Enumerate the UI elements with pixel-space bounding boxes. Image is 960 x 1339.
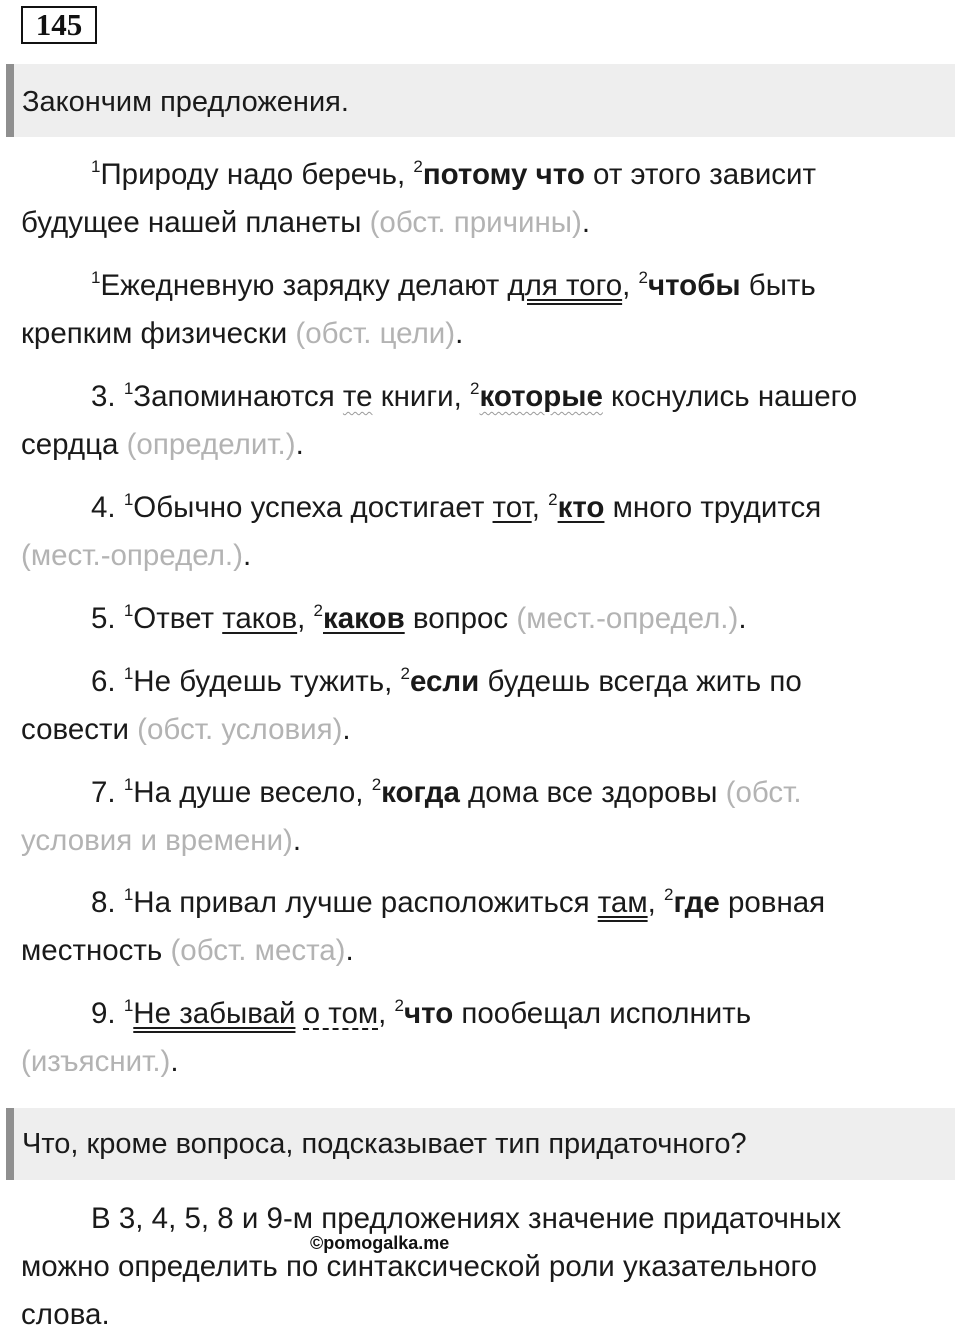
sentence-text: много трудится bbox=[604, 491, 822, 524]
conjunction: что bbox=[404, 997, 454, 1030]
answer-line: можно определить по синтаксической роли указательного bbox=[21, 1250, 818, 1283]
sentence-text: , bbox=[622, 269, 639, 302]
period: . bbox=[242, 539, 252, 572]
pointing-word: там bbox=[597, 886, 648, 919]
pointing-word: те bbox=[342, 380, 373, 413]
sentence-text: ровная bbox=[719, 886, 826, 919]
clause-marker: 2 bbox=[638, 268, 648, 287]
sentence-2 bbox=[21, 262, 946, 358]
sentence-text: совести bbox=[21, 713, 138, 746]
task-number: 145 bbox=[21, 6, 97, 44]
conjunction: если bbox=[409, 665, 480, 698]
clause-marker: 2 bbox=[664, 885, 674, 904]
period: . bbox=[295, 428, 304, 461]
sentence-7 bbox=[21, 769, 946, 865]
sentence-number: 7. bbox=[91, 776, 124, 809]
clause-type-note: (обст. условия) bbox=[137, 713, 343, 746]
period: . bbox=[455, 317, 464, 350]
sentence-1 bbox=[21, 151, 946, 247]
sentence-text: от этого зависит bbox=[584, 158, 817, 191]
clause-marker: 1 bbox=[123, 664, 134, 683]
sentence-text: Природу надо беречь, bbox=[100, 158, 414, 191]
sentence-text: вопрос bbox=[404, 602, 517, 635]
clause-marker: 2 bbox=[413, 157, 423, 176]
sentence-number: 9. bbox=[91, 997, 124, 1030]
sentence-text: На душе весело, bbox=[133, 776, 372, 809]
clause-marker: 1 bbox=[123, 885, 134, 904]
sentence-text: книги, bbox=[372, 380, 471, 413]
sentence-number: 6. bbox=[91, 665, 124, 698]
heading-text: Закончим предложения. bbox=[22, 86, 349, 118]
conjunction: каков bbox=[323, 602, 405, 635]
sentence-text: быть bbox=[740, 269, 816, 302]
sentence-text: пообещал исполнить bbox=[453, 997, 752, 1030]
sentence-text: Обычно успеха достигает bbox=[133, 491, 493, 524]
clause-marker: 2 bbox=[371, 775, 382, 794]
conjunction: где bbox=[673, 886, 720, 919]
period: . bbox=[345, 934, 354, 967]
clause-type-note: (обст. bbox=[725, 776, 802, 809]
sentence-text: , bbox=[531, 491, 549, 524]
clause-type-note: (мест.-определ.) bbox=[21, 539, 243, 572]
sentence-text: сердца bbox=[21, 428, 127, 461]
clause-marker: 2 bbox=[400, 664, 410, 683]
space bbox=[295, 997, 303, 1030]
conjunction: когда bbox=[381, 776, 460, 809]
answer-line: слова. bbox=[21, 1298, 110, 1331]
pointing-word: таков bbox=[222, 602, 298, 635]
sentence-text: , bbox=[378, 997, 395, 1030]
clause-type-note: (определит.) bbox=[126, 428, 296, 461]
answer-paragraph bbox=[21, 1195, 946, 1339]
clause-marker: 1 bbox=[91, 157, 101, 176]
conjunction: чтобы bbox=[647, 269, 741, 302]
clause-marker: 2 bbox=[548, 490, 558, 509]
clause-type-note: (обст. места) bbox=[170, 934, 346, 967]
sentence-8 bbox=[21, 879, 946, 975]
pointing-word: тот bbox=[492, 491, 532, 524]
clause-type-note: (обст. цели) bbox=[295, 317, 456, 350]
object: о том bbox=[303, 997, 379, 1030]
clause-marker: 2 bbox=[313, 601, 323, 620]
sentence-9 bbox=[21, 990, 946, 1086]
sentence-text: Ответ bbox=[133, 602, 223, 635]
sentence-text: Не будешь тужить, bbox=[133, 665, 401, 698]
sentence-text: будущее нашей планеты bbox=[21, 206, 370, 239]
sentence-3 bbox=[21, 373, 946, 469]
period: . bbox=[170, 1045, 179, 1078]
period: . bbox=[342, 713, 351, 746]
sentence-text: коснулись нашего bbox=[602, 380, 858, 413]
clause-marker: 1 bbox=[91, 268, 101, 287]
period: . bbox=[292, 824, 302, 857]
clause-marker: 1 bbox=[123, 601, 134, 620]
sentence-text: Запоминаются bbox=[133, 380, 343, 413]
clause-type-note: (изъяснит.) bbox=[21, 1045, 171, 1078]
answer-line: В 3, 4, 5, 8 и 9-м предложениях значение придаточных bbox=[91, 1202, 842, 1235]
clause-marker: 1 bbox=[123, 490, 134, 509]
clause-marker: 1 bbox=[123, 775, 134, 794]
sentence-text: будешь всегда жить по bbox=[479, 665, 802, 698]
sentence-text: Ежедневную зарядку делают bbox=[100, 269, 508, 302]
period: . bbox=[738, 602, 747, 635]
period: . bbox=[581, 206, 591, 239]
sentence-number: 3. bbox=[91, 380, 124, 413]
clause-marker: 1 bbox=[123, 379, 134, 398]
predicate: Не забывай bbox=[133, 997, 296, 1030]
clause-marker: 2 bbox=[394, 996, 405, 1015]
pointing-word: для того bbox=[507, 269, 623, 302]
sentence-text: местность bbox=[21, 934, 171, 967]
sentence-number: 4. bbox=[91, 491, 124, 524]
section-heading-1 bbox=[6, 64, 955, 137]
sentence-4 bbox=[21, 484, 946, 580]
sentence-text: крепким физически bbox=[21, 317, 296, 350]
clause-type-note: условия и времени) bbox=[21, 824, 293, 857]
sentence-text: дома все здоровы bbox=[459, 776, 726, 809]
conjunction: кто bbox=[557, 491, 605, 524]
question-text: Что, кроме вопроса, подсказывает тип придаточного? bbox=[22, 1128, 747, 1160]
sentence-number: 5. bbox=[91, 602, 124, 635]
section-heading-2 bbox=[6, 1108, 955, 1180]
clause-marker: 1 bbox=[123, 996, 134, 1015]
clause-marker: 2 bbox=[470, 379, 480, 398]
clause-type-note: (обст. причины) bbox=[369, 206, 582, 239]
sentence-text: , bbox=[297, 602, 314, 635]
sentence-5 bbox=[21, 595, 946, 643]
watermark: ©pomogalka.me bbox=[310, 1233, 450, 1253]
sentence-6 bbox=[21, 658, 946, 754]
conjunction: которые bbox=[479, 380, 603, 413]
sentence-text: , bbox=[647, 886, 665, 919]
clause-type-note: (мест.-определ.) bbox=[516, 602, 739, 635]
sentence-number: 8. bbox=[91, 886, 124, 919]
sentence-text: На привал лучше расположиться bbox=[133, 886, 598, 919]
conjunction: потому что bbox=[422, 158, 585, 191]
